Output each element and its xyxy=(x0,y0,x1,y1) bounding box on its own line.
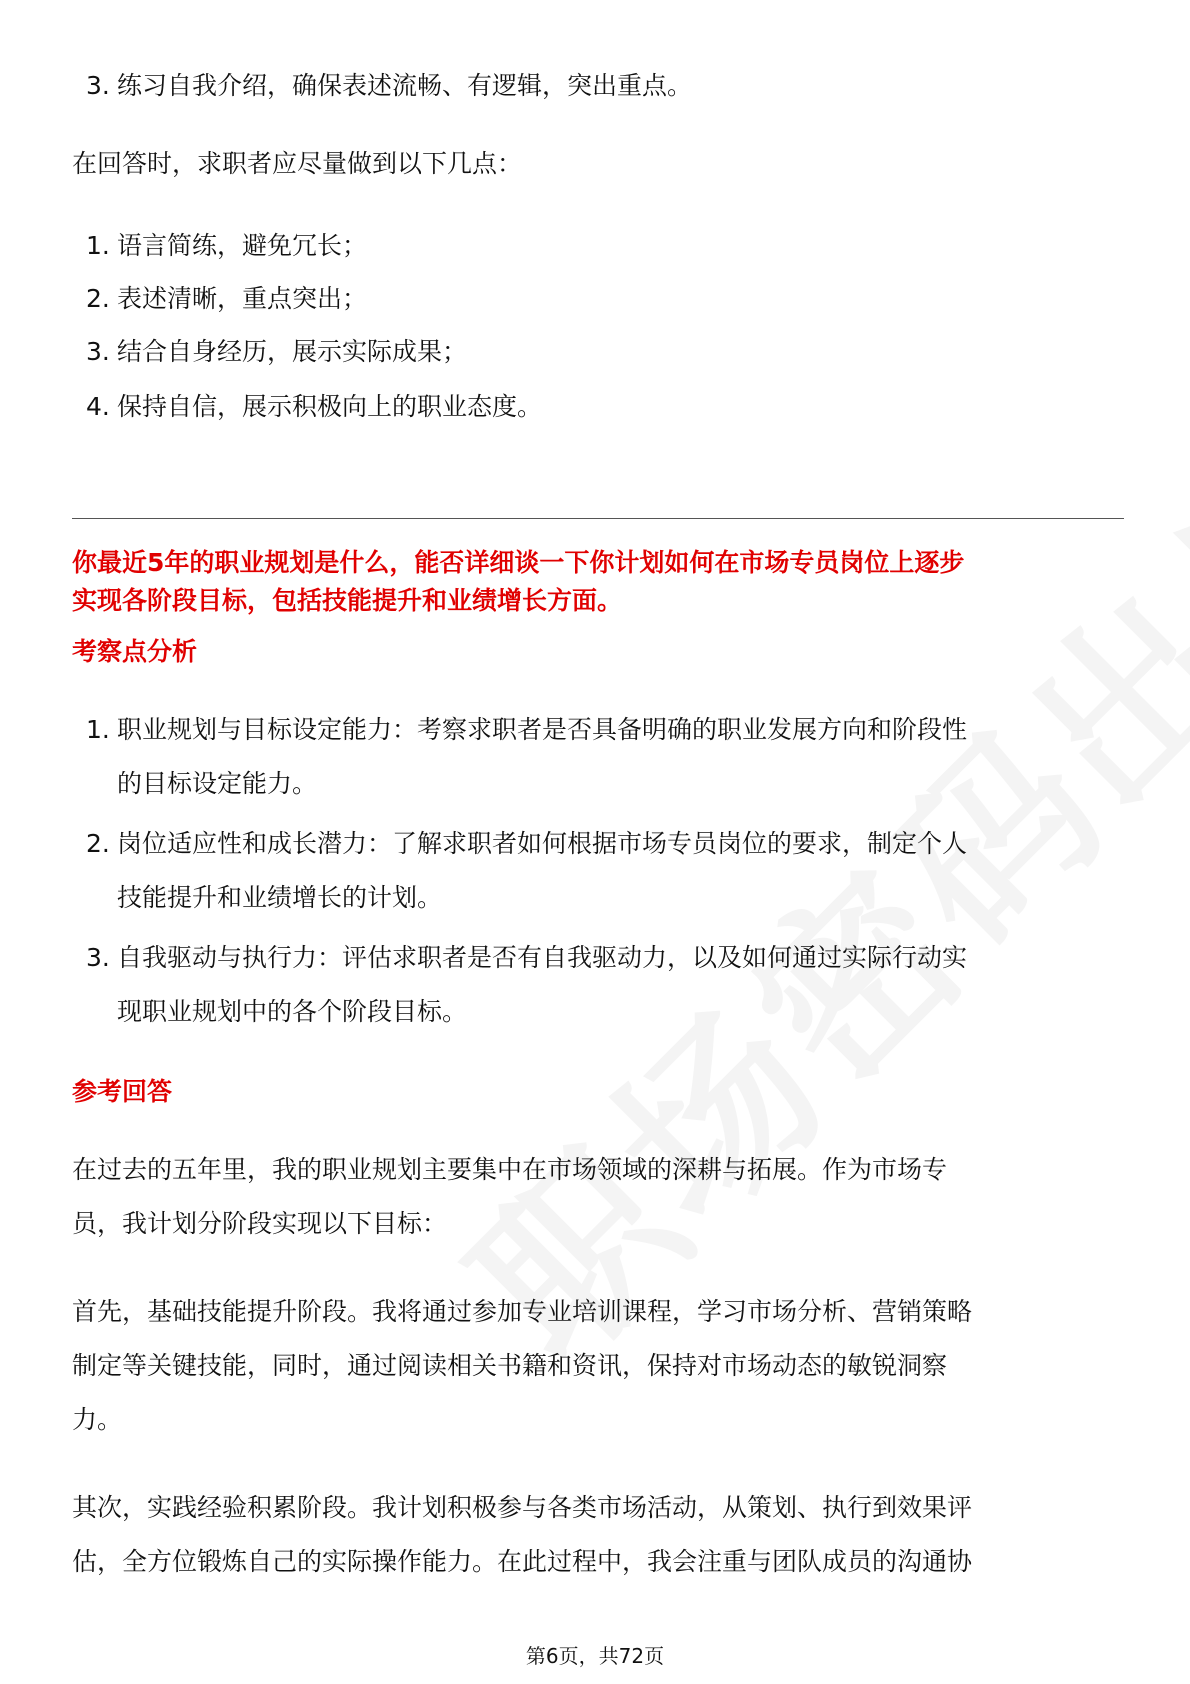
list-item: 岗位适应性和成长潜力：了解求职者如何根据市场专员岗位的要求，制定个人 xyxy=(117,829,968,858)
list-number: 3. xyxy=(86,337,110,366)
section-divider xyxy=(72,518,1124,519)
answer-paragraph-line: 在过去的五年里，我的职业规划主要集中在市场领域的深耕与拓展。作为市场专 xyxy=(72,1155,948,1184)
answer-paragraph-line: 首先，基础技能提升阶段。我将通过参加专业培训课程，学习市场分析、营销策略 xyxy=(72,1297,973,1326)
list-item: 自我驱动与执行力：评估求职者是否有自我驱动力，以及如何通过实际行动实 xyxy=(117,943,968,972)
list-item: 表述清晰，重点突出； xyxy=(117,284,368,313)
list-item-cont: 现职业规划中的各个阶段目标。 xyxy=(117,997,468,1026)
list-number: 3. xyxy=(86,71,110,100)
list-item-cont: 技能提升和业绩增长的计划。 xyxy=(117,883,443,912)
list-number: 1. xyxy=(86,231,110,260)
answer-paragraph-line: 力。 xyxy=(72,1405,123,1434)
answer-heading: 参考回答 xyxy=(72,1077,173,1106)
list-item: 职业规划与目标设定能力：考察求职者是否具备明确的职业发展方向和阶段性 xyxy=(117,715,968,744)
list-number: 4. xyxy=(86,392,110,421)
answer-paragraph-line: 估，全方位锻炼自己的实际操作能力。在此过程中，我会注重与团队成员的沟通协 xyxy=(72,1547,973,1576)
question-line: 实现各阶段目标，包括技能提升和业绩增长方面。 xyxy=(72,586,623,615)
list-item-cont: 的目标设定能力。 xyxy=(117,769,318,798)
answer-paragraph-line: 其次，实践经验积累阶段。我计划积极参与各类市场活动，从策划、执行到效果评 xyxy=(72,1493,973,1522)
page-footer: 第6页，共72页 xyxy=(525,1644,665,1668)
list-item: 练习自我介绍，确保表述流畅、有逻辑，突出重点。 xyxy=(117,71,693,100)
analysis-heading: 考察点分析 xyxy=(72,637,198,666)
answer-paragraph-line: 员，我计划分阶段实现以下目标： xyxy=(72,1209,448,1238)
list-number: 2. xyxy=(86,284,110,313)
list-item: 语言简练，避免冗长； xyxy=(117,231,368,260)
intro-line: 在回答时，求职者应尽量做到以下几点： xyxy=(72,149,523,178)
question-line: 你最近5年的职业规划是什么，能否详细谈一下你计划如何在市场专员岗位上逐步 xyxy=(72,548,965,577)
list-number: 3. xyxy=(86,943,110,972)
list-item: 结合自身经历，展示实际成果； xyxy=(117,337,468,366)
list-number: 2. xyxy=(86,829,110,858)
answer-paragraph-line: 制定等关键技能，同时，通过阅读相关书籍和资讯，保持对市场动态的敏锐洞察 xyxy=(72,1351,948,1380)
list-number: 1. xyxy=(86,715,110,744)
list-item: 保持自信，展示积极向上的职业态度。 xyxy=(117,392,543,421)
